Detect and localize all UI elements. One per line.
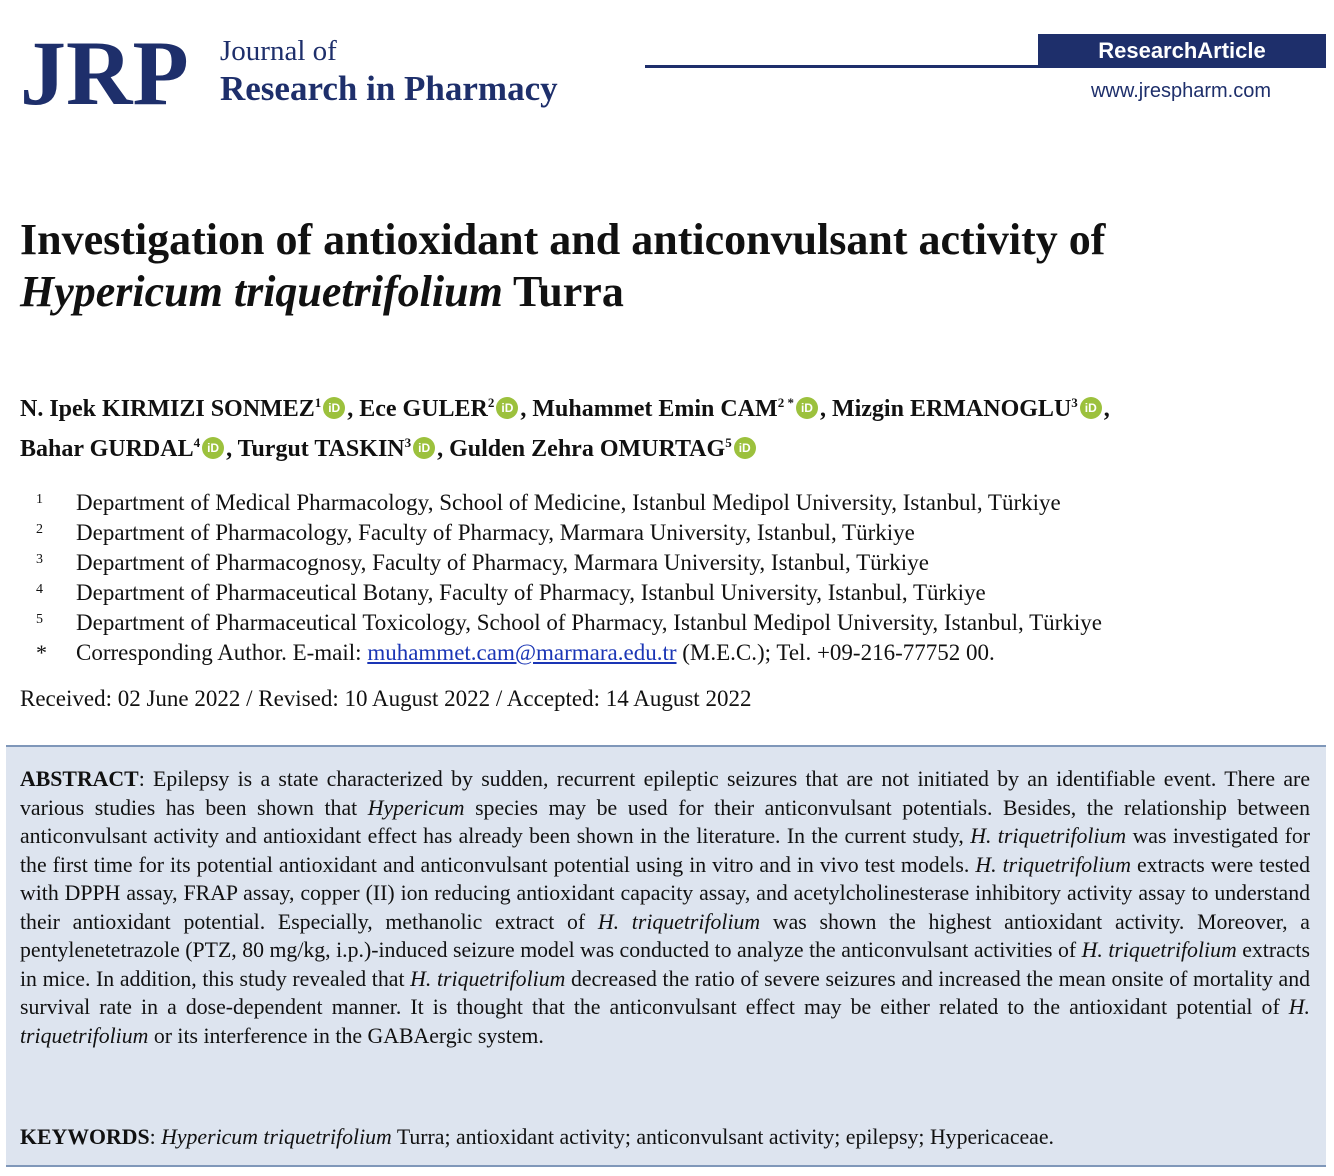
orcid-icon[interactable]: iD [496,397,518,419]
orcid-icon[interactable]: iD [796,397,818,419]
affiliation-item [36,488,1326,518]
keywords [20,1123,1310,1151]
abstract-species-italic: H. triquetrifolium [20,995,1310,1048]
author-entry [532,396,832,422]
author-entry [359,396,532,422]
abstract [20,765,1310,1050]
corresponding-email-link[interactable]: muhammet.cam@marmara.edu.tr [367,640,677,665]
abstract-species-italic: H. triquetrifolium [597,909,761,934]
author-separator: , [1103,396,1110,422]
affiliation-item [36,608,1326,638]
header-rule [645,65,1045,68]
orcid-icon[interactable]: iD [1080,397,1102,419]
journal-name-line1: Journal of [220,35,337,67]
abstract-text: extracts in mice. In addition, this study revealed that [20,938,1310,991]
abstract-text: extracts were tested with DPPH assay, FRAP assay, copper (II) ion reducing antioxidant capacity assay, and acetylcholinesterase inhibitory activity assay to understand their antioxidant potential. Especially, methanolic extract of [20,852,1310,934]
corresponding-author [36,638,1326,668]
corresponding-text [76,638,995,668]
abstract-species-italic: H. triquetrifolium [410,966,566,991]
affiliation-number: 2 [36,522,43,537]
abstract-text: or its interference in the GABAergic system. [148,1023,544,1048]
abstract-text: decreased the ratio of severe seizures and increased the mean onsite of mortality and survival rate in a dose-dependent manner. It is thought that the anticonvulsant effect may be either related to the antioxidant potential of [20,966,1310,1019]
author-entry [20,436,238,462]
keywords-species: Hypericum triquetrifolium [161,1125,392,1149]
affiliation-text: Department of Pharmaceutical Toxicology, School of Pharmacy, Istanbul Medipol University, Istanbul, Türkiye [76,610,1102,635]
orcid-icon[interactable]: iD [734,437,756,459]
author-affiliation-sup: 3 [404,435,412,450]
author-name: N. Ipek KIRMIZI SONMEZ [20,396,315,422]
affiliation-number: 4 [36,582,43,597]
affiliation-list [36,488,1326,668]
keywords-label: KEYWORDS [20,1125,150,1149]
abstract-text: species may be used for their anticonvulsant potentials. Besides, the relationship between anticonvulsant activity and antioxidant effect has already been shown in the literature. In the current study, [20,795,1310,848]
author-name: Gulden Zehra OMURTAG [449,436,726,462]
author-separator: , [226,436,238,462]
corresponding-star: * [36,640,47,665]
orcid-icon[interactable]: iD [323,397,345,419]
abstract-species-italic: H. triquetrifolium [975,852,1131,877]
author-affiliation-sup: 2 [487,395,495,410]
author-affiliation-sup: 2 * [777,395,794,410]
article-type-badge: ResearchArticle [1038,34,1326,68]
author-name: Mizgin ERMANOGLU [831,396,1072,422]
author-entry [832,396,1110,422]
affiliation-number: 5 [36,612,43,627]
journal-name [220,34,558,110]
author-separator: , [819,396,832,422]
affiliation-item [36,548,1326,578]
orcid-icon[interactable]: iD [202,437,224,459]
abstract-text: : Epilepsy is a state characterized by sudden, recurrent epileptic seizures that are not initiated by an identifiable event. There are various studies has been shown that [20,767,1310,820]
title-part2: Turra [502,267,624,316]
abstract-text: was investigated for the first time for its potential antioxidant and anticonvulsant potential using in vitro and in vivo test models. [20,824,1310,877]
author-affiliation-sup: 1 [314,395,322,410]
author-name: Muhammet Emin CAM [532,396,778,422]
affiliation-item [36,578,1326,608]
affiliation-text: Department of Pharmacology, Faculty of Pharmacy, Marmara University, Istanbul, Türkiye [76,520,915,545]
author-separator: , [437,436,450,462]
author-entry [20,396,359,422]
corresponding-prefix: Corresponding Author. E-mail: [76,640,368,665]
author-list [20,386,1320,466]
author-name: Turgut TASKIN [237,436,405,462]
keywords-colon: : [149,1125,162,1149]
title-part1: Investigation of antioxidant and anticonvulsant activity of [20,215,1106,264]
author-entry [449,436,758,462]
author-name: Ece GULER [359,396,488,422]
logo-letters: JRP [20,32,189,112]
affiliation-number: 3 [36,552,43,567]
abstract-species-italic: H. triquetrifolium [970,824,1127,848]
abstract-text: was shown the highest antioxidant activity. Moreover, a pentylenetetrazole (PTZ, 80 mg/kg, i.p.)-induced seizure model was conducted to analyze the anticonvulsant activities of [20,909,1310,962]
author-name: Bahar GURDAL [20,436,194,462]
author-affiliation-sup: 4 [193,435,201,450]
affiliation-number: 1 [36,492,43,507]
abstract-body [20,767,1310,1048]
article-title [20,214,1320,318]
author-separator: , [347,396,360,422]
journal-name-line2: Research in Pharmacy [220,69,558,108]
title-species: Hypericum triquetrifolium [20,267,503,316]
affiliation-text: Department of Medical Pharmacology, School of Medicine, Istanbul Medipol University, Istanbul, Türkiye [76,490,1061,515]
affiliation-text: Department of Pharmacognosy, Faculty of Pharmacy, Marmara University, Istanbul, Türkiye [76,550,929,575]
affiliation-text: Department of Pharmaceutical Botany, Faculty of Pharmacy, Istanbul University, Istanbul, Türkiye [76,580,986,605]
journal-website-link[interactable]: www.jrespharm.com [1090,80,1272,102]
abstract-species-italic: Hypericum [367,795,465,820]
author-affiliation-sup: 5 [725,435,732,450]
author-entry [238,436,449,462]
corresponding-suffix: (M.E.C.); Tel. +09-216-77752 00. [676,640,995,665]
orcid-icon[interactable]: iD [413,437,435,459]
keywords-rest: Turra; antioxidant activity; anticonvulsant activity; epilepsy; Hypericaceae. [391,1125,1054,1149]
abstract-label: ABSTRACT [20,767,139,791]
author-separator: , [520,396,533,422]
abstract-species-italic: H. triquetrifolium [1081,938,1237,962]
author-affiliation-sup: 3 [1071,395,1078,410]
publication-dates: Received: 02 June 2022 / Revised: 10 August 2022 / Accepted: 14 August 2022 [20,686,752,711]
affiliation-item [36,518,1326,548]
journal-logo [20,32,190,112]
